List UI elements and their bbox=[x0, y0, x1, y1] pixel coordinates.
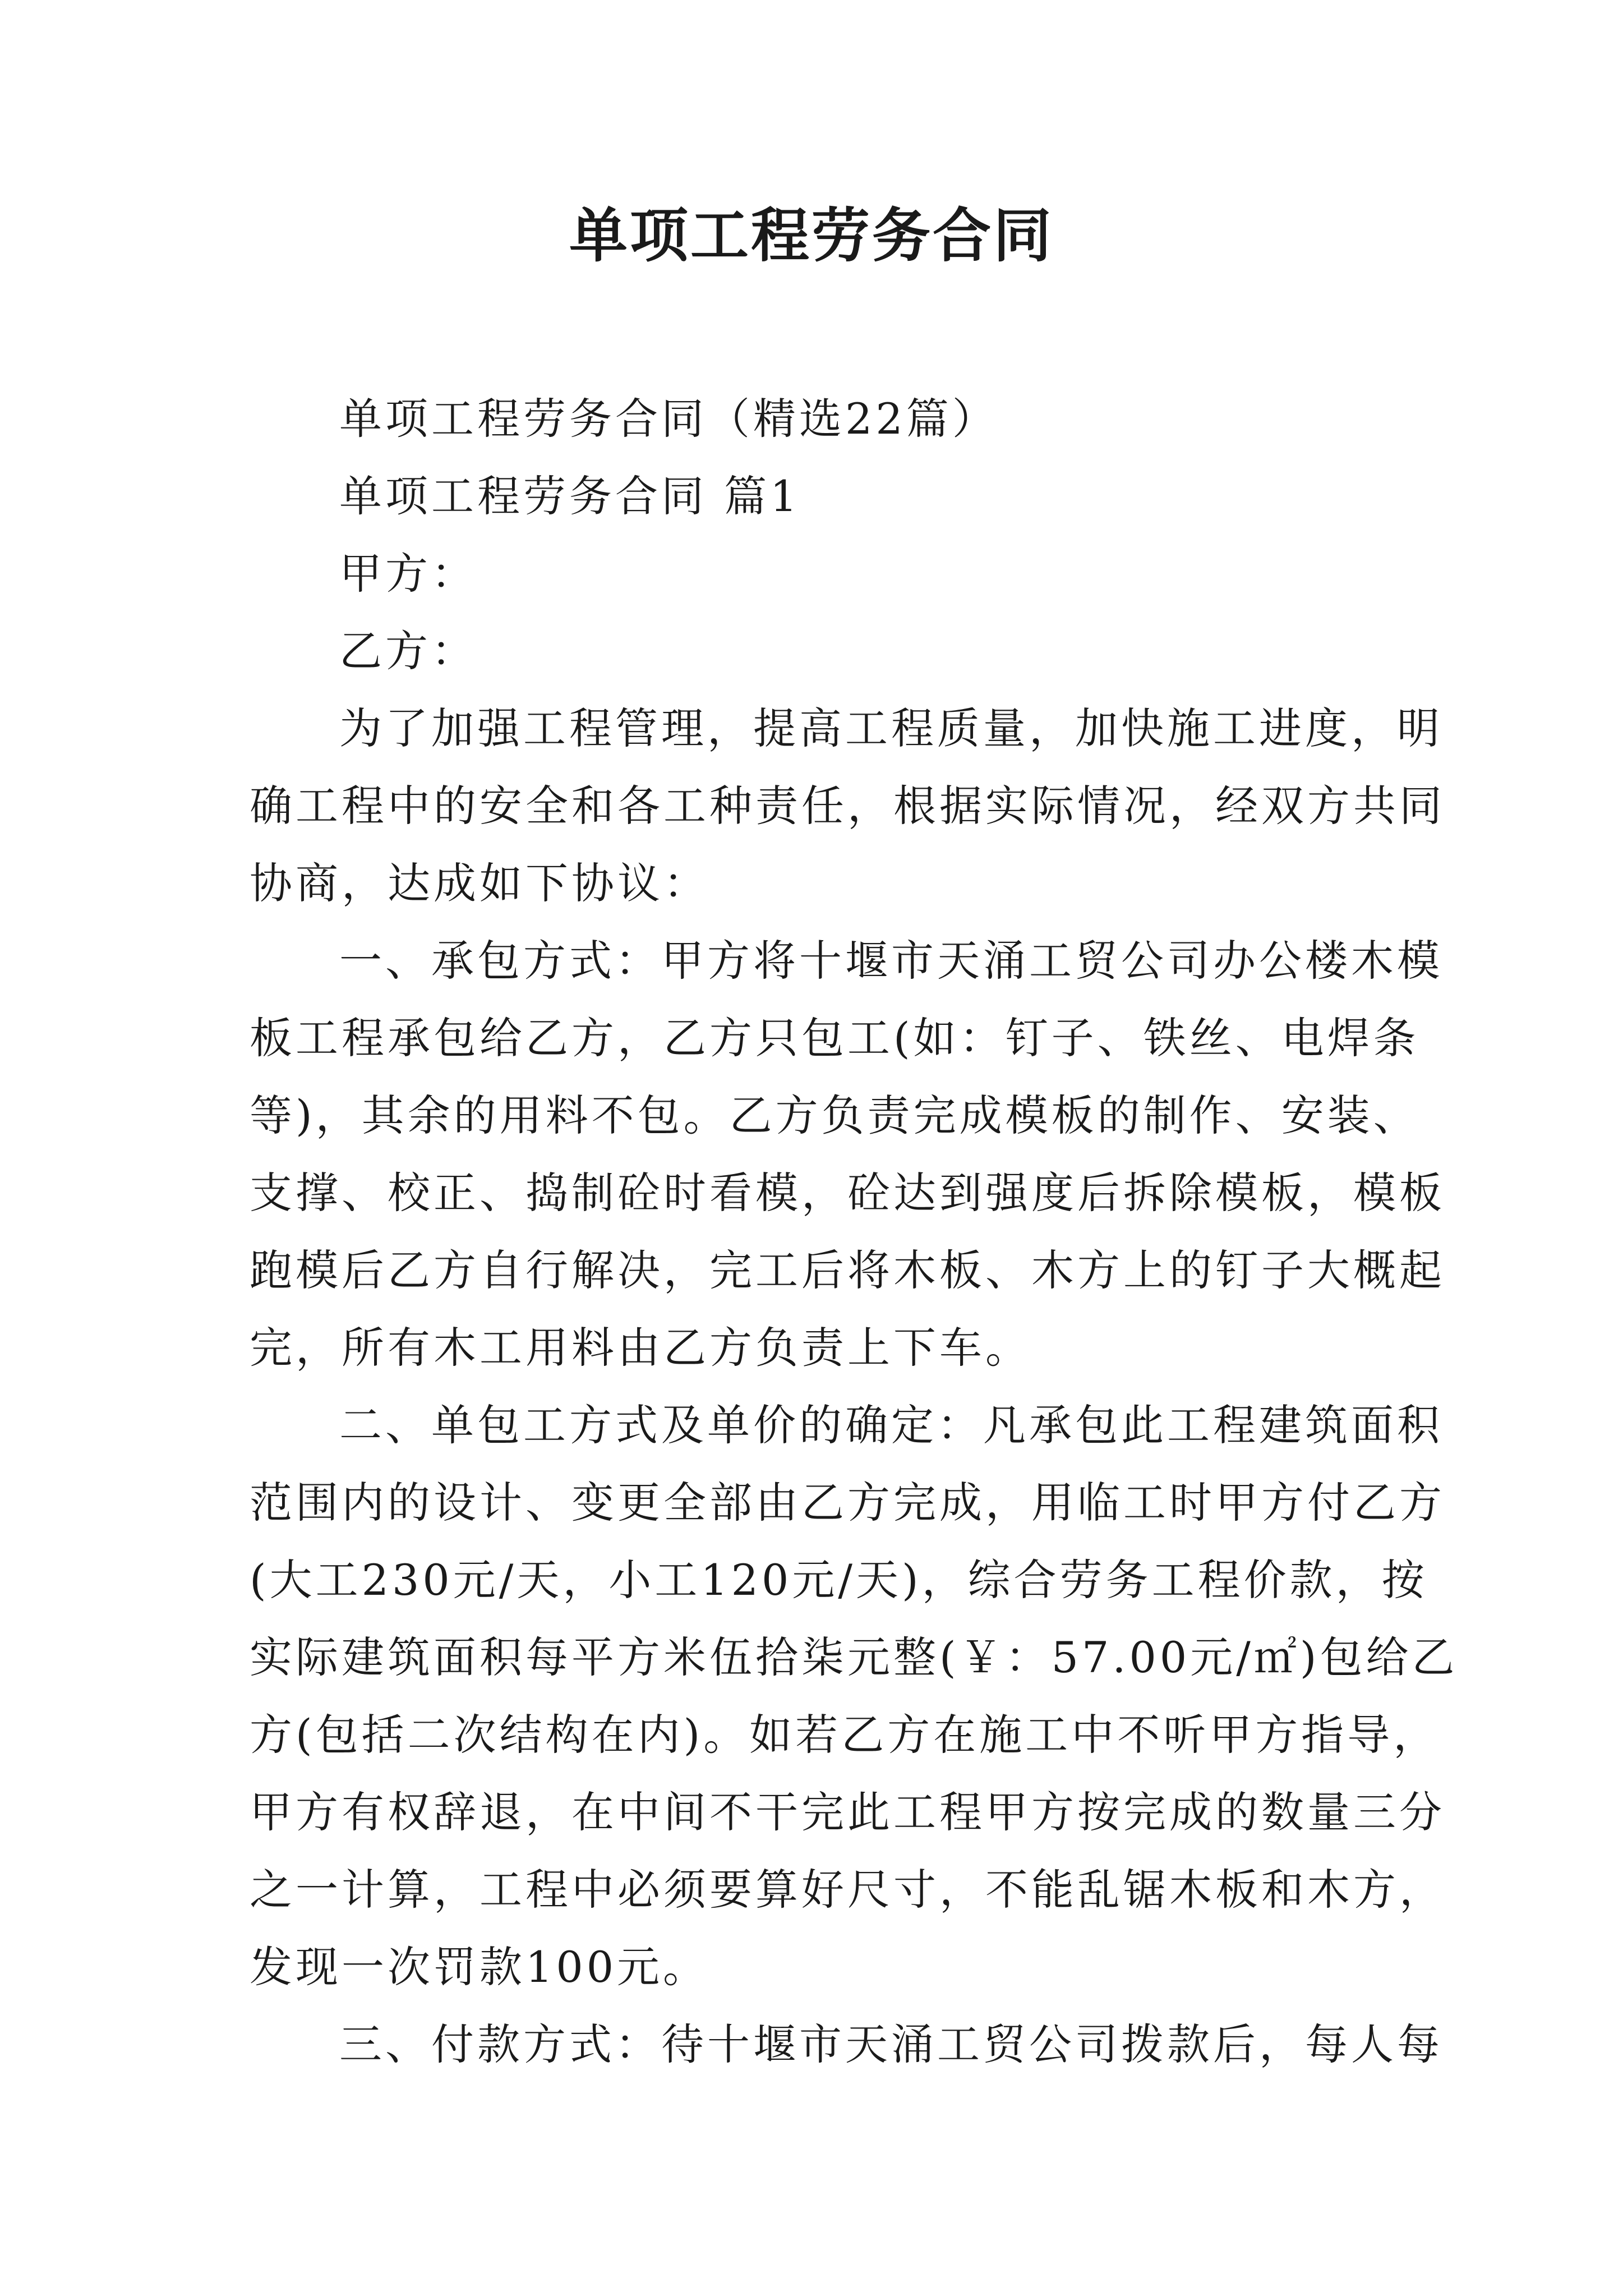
text-line: 单项工程劳务合同（精选22篇） bbox=[339, 394, 998, 444]
text-line: 三、付款方式：待十堰市天涌工贸公司拨款后，每人每 bbox=[339, 2019, 1443, 2069]
text-line: 范围内的设计、变更全部由乙方完成，用临工时甲方付乙方 bbox=[250, 1478, 1445, 1527]
text-line: 一、承包方式：甲方将十堰市天涌工贸公司办公楼木模 bbox=[339, 936, 1443, 986]
text-line: 甲方： bbox=[339, 549, 477, 599]
text-line: (大工230元/天，小工120元/天)，综合劳务工程价款，按 bbox=[250, 1555, 1428, 1605]
text-line: 跑模后乙方自行解决，完工后将木板、木方上的钉子大概起 bbox=[250, 1245, 1445, 1295]
text-line: 协商，达成如下协议： bbox=[250, 858, 709, 908]
text-line: 完，所有木工用料由乙方负责上下车。 bbox=[250, 1323, 1031, 1373]
document-title: 单项工程劳务合同 bbox=[569, 201, 1054, 270]
text-line: 发现一次罚款100元。 bbox=[250, 1942, 709, 1992]
text-line: 支撑、校正、捣制砼时看模，砼达到强度后拆除模板，模板 bbox=[250, 1168, 1445, 1218]
text-line: 单项工程劳务合同 篇1 bbox=[339, 471, 801, 521]
text-line: 确工程中的安全和各工种责任，根据实际情况，经双方共同 bbox=[250, 781, 1445, 831]
text-line: 乙方： bbox=[339, 626, 477, 676]
text-line: 二、单包工方式及单价的确定：凡承包此工程建筑面积 bbox=[339, 1400, 1443, 1450]
text-line: 为了加强工程管理，提高工程质量，加快施工进度，明 bbox=[339, 703, 1443, 753]
text-line: 方(包括二次结构在内)。如若乙方在施工中不听甲方指导， bbox=[250, 1710, 1440, 1760]
text-line: 板工程承包给乙方，乙方只包工(如：钉子、铁丝、电焊条 bbox=[250, 1013, 1419, 1063]
text-line: 等)，其余的用料不包。乙方负责完成模板的制作、安装、 bbox=[250, 1091, 1419, 1140]
text-line: 之一计算，工程中必须要算好尺寸，不能乱锯木板和木方， bbox=[250, 1865, 1445, 1915]
document-body bbox=[250, 380, 1458, 2083]
text-line: 实际建筑面积每平方米伍拾柒元整(￥：57.00元/㎡)包给乙 bbox=[250, 1632, 1458, 1682]
text-line: 甲方有权辞退，在中间不干完此工程甲方按完成的数量三分 bbox=[250, 1787, 1445, 1837]
